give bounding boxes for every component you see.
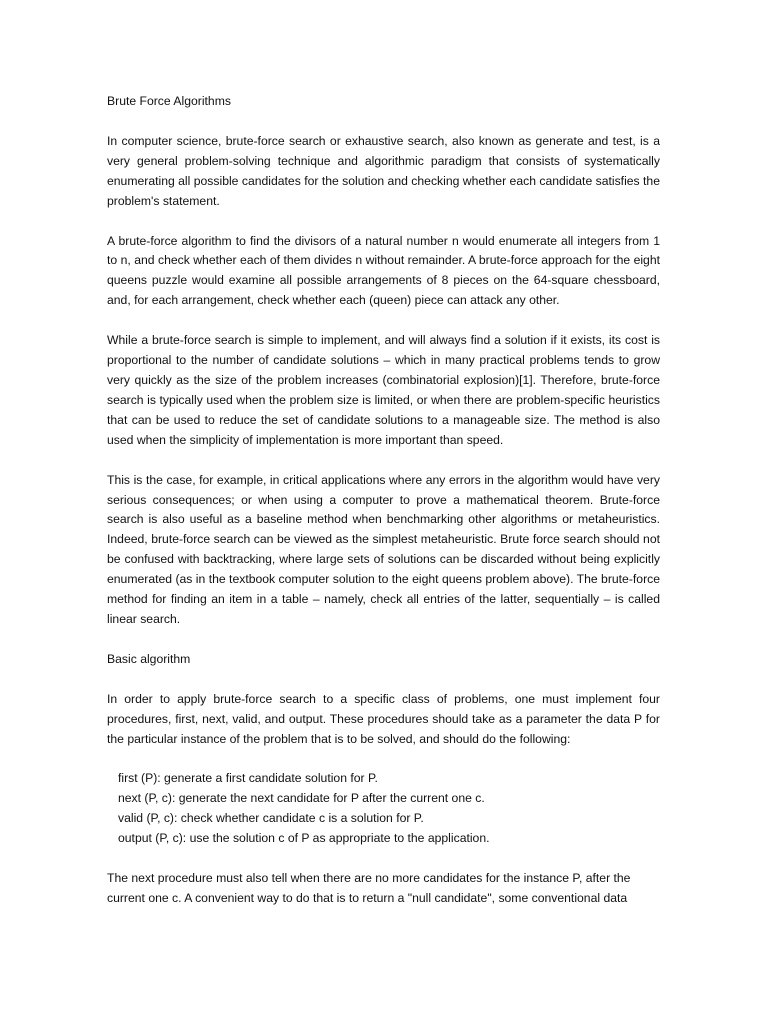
procedure-list [107,769,660,849]
paragraph-cost: While a brute-force search is simple to implement, and will always find a solution if it exists, its cost is proportional to the number of candidate solutions – which in many practical problems tends to grow very quickly as the size of the problem increases (combinatorial explosion)[1]. Therefore, brute-force search is typically used when the problem size is limited, or when there are problem-specific heuristics that can be used to reduce the set of candidate solutions to a manageable size. The method is also used when the simplicity of implementation is more important than speed. [107,333,660,447]
paragraph-null-candidate: The next procedure must also tell when there are no more candidates for the instance P, after the current one c. A convenient way to do that is to return a "null candidate", some conventional data [107,871,631,905]
paragraph-definition: In computer science, brute-force search or exhaustive search, also known as generate and test, is a very general problem-solving technique and algorithmic paradigm that consists of systematically enumerating all possible candidates for the solution and checking whether each candidate satisfies the problem's statement. [107,133,660,208]
document-title: Brute Force Algorithms [107,94,231,108]
paragraph-examples: A brute-force algorithm to find the divisors of a natural number n would enumerate all integers from 1 to n, and check whether each of them divides n without remainder. A brute-force approach for the eight queens puzzle would examine all possible arrangements of 8 pieces on the 64-square chessboard, and, for each arrangement, check whether each (queen) piece can attack any other. [107,233,660,308]
document-page [107,92,660,929]
procedure-next: next (P, c): generate the next candidate for P after the current one c. [118,791,485,806]
section-heading-basic-algorithm: Basic algorithm [107,651,191,666]
procedure-output: output (P, c): use the solution c of P as appropriate to the application. [118,831,490,846]
paragraph-applications: This is the case, for example, in critical applications where any errors in the algorithm would have very serious consequences; or when using a computer to prove a mathematical theorem. Brute-force search is also useful as a baseline method when benchmarking other algorithms or metaheuristics. Indeed, brute-force search can be viewed as the simplest metaheuristic. Brute force search should not be confused with backtracking, where large sets of solutions can be discarded without being explicitly enumerated (as in the textbook computer solution to the eight queens problem above). The brute-force method for finding an item in a table – namely, check all entries of the latter, sequentially – is called linear search. [107,472,660,626]
paragraph-procedures-intro: In order to apply brute-force search to a specific class of problems, one must implement four procedures, first, next, valid, and output. These procedures should take as a parameter the data P for the particular instance of the problem that is to be solved, and should do the following: [107,691,660,746]
procedure-first: first (P): generate a first candidate solution for P. [118,771,378,786]
procedure-valid: valid (P, c): check whether candidate c is a solution for P. [118,811,424,826]
